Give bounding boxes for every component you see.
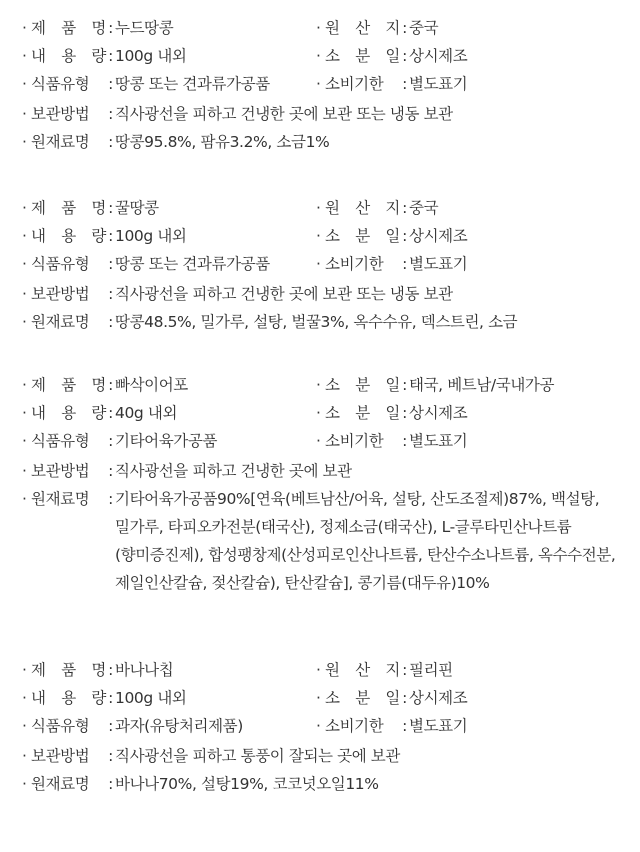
field-label: 소비기한 (325, 717, 384, 735)
storage-value: 직사광선을 피하고 건냉한 곳에 보관 또는 냉동 보관 (115, 285, 453, 303)
product-name-value: 꿀땅콩 (115, 199, 159, 217)
colon: : (108, 747, 113, 765)
bullet: · (316, 404, 321, 422)
food-type-value: 과자(유탕처리제품) (115, 717, 243, 735)
product-name-value: 바나나칩 (115, 661, 174, 679)
field-label: 내 용 량 (31, 47, 106, 65)
storage-value: 직사광선을 피하고 건냉한 곳에 보관 또는 냉동 보관 (115, 105, 453, 123)
colon: : (108, 255, 113, 273)
colon: : (402, 661, 407, 679)
weight-value: 100g 내외 (115, 47, 187, 65)
field-label: 소비기한 (325, 75, 384, 93)
info-row (22, 656, 632, 684)
product-name-value: 빠삭이어포 (115, 376, 188, 394)
colon: : (402, 717, 407, 735)
storage-value: 직사광선을 피하고 건냉한 곳에 보관 (115, 462, 352, 480)
colon: : (402, 404, 407, 422)
info-row (22, 770, 632, 798)
field-label: 원재료명 (31, 313, 90, 331)
info-row (22, 485, 632, 597)
field-label: 보관방법 (31, 747, 90, 765)
bullet: · (316, 689, 321, 707)
food-type-value: 땅콩 또는 견과류가공품 (115, 75, 270, 93)
expiry-value: 별도표기 (409, 255, 468, 273)
packing-date-value: 상시제조 (409, 404, 468, 422)
weight-value: 40g 내외 (115, 404, 178, 422)
colon: : (108, 75, 113, 93)
bullet: · (316, 255, 321, 273)
field-label: 소 분 일 (325, 376, 400, 394)
bullet: · (316, 717, 321, 735)
field-label: 제 품 명 (31, 376, 106, 394)
info-row (22, 70, 632, 98)
info-row (22, 371, 632, 399)
field-label: 원 산 지 (325, 661, 400, 679)
bullet: · (22, 747, 27, 765)
bullet: · (316, 661, 321, 679)
colon: : (108, 376, 113, 394)
bullet: · (22, 227, 27, 245)
field-label: 식품유형 (31, 255, 90, 273)
colon: : (108, 432, 113, 450)
field-label: 소비기한 (325, 432, 384, 450)
product-name-value: 누드땅콩 (115, 19, 174, 37)
colon: : (402, 689, 407, 707)
bullet: · (316, 199, 321, 217)
field-label: 원 산 지 (325, 199, 400, 217)
info-row (22, 742, 632, 770)
colon: : (108, 133, 113, 151)
colon: : (108, 285, 113, 303)
colon: : (402, 432, 407, 450)
field-label: 식품유형 (31, 432, 90, 450)
bullet: · (316, 376, 321, 394)
field-label: 제 품 명 (31, 199, 106, 217)
bullet: · (22, 47, 27, 65)
colon: : (108, 661, 113, 679)
colon: : (108, 404, 113, 422)
colon: : (108, 490, 113, 508)
bullet: · (316, 75, 321, 93)
field-label: 원재료명 (31, 775, 90, 793)
field-label: 제 품 명 (31, 661, 106, 679)
packing-date-value: 상시제조 (409, 689, 468, 707)
product-block (22, 656, 632, 798)
food-type-value: 기타어육가공품 (115, 432, 218, 450)
expiry-value: 별도표기 (409, 432, 468, 450)
food-type-value: 땅콩 또는 견과류가공품 (115, 255, 270, 273)
storage-value: 직사광선을 피하고 통풍이 잘되는 곳에 보관 (115, 747, 400, 765)
origin-value: 태국, 베트남/국내가공 (409, 376, 555, 394)
packing-date-value: 상시제조 (409, 47, 468, 65)
bullet: · (22, 689, 27, 707)
info-row (22, 14, 632, 42)
info-row (22, 100, 632, 128)
field-label: 식품유형 (31, 717, 90, 735)
product-block (22, 371, 632, 597)
field-label: 내 용 량 (31, 227, 106, 245)
colon: : (108, 462, 113, 480)
weight-value: 100g 내외 (115, 689, 187, 707)
colon: : (402, 227, 407, 245)
ingredients-value: 땅콩48.5%, 밀가루, 설탕, 벌꿀3%, 옥수수유, 덱스트린, 소금 (115, 313, 518, 331)
info-row (22, 684, 632, 712)
product-block (22, 194, 632, 336)
ingredients-value: 바나나70%, 설탕19%, 코코넛오일11% (115, 775, 379, 793)
colon: : (108, 689, 113, 707)
field-label: 소비기한 (325, 255, 384, 273)
product-block (22, 14, 632, 156)
bullet: · (22, 255, 27, 273)
field-label: 소 분 일 (325, 227, 400, 245)
origin-value: 필리핀 (409, 661, 453, 679)
bullet: · (22, 661, 27, 679)
bullet: · (316, 432, 321, 450)
colon: : (108, 313, 113, 331)
info-row (22, 250, 632, 278)
packing-date-value: 상시제조 (409, 227, 468, 245)
field-label: 보관방법 (31, 105, 90, 123)
field-label: 식품유형 (31, 75, 90, 93)
origin-value: 중국 (409, 19, 439, 37)
colon: : (108, 199, 113, 217)
field-label: 제 품 명 (31, 19, 106, 37)
info-row (22, 42, 632, 70)
field-label: 소 분 일 (325, 47, 400, 65)
colon: : (402, 75, 407, 93)
bullet: · (22, 313, 27, 331)
bullet: · (22, 105, 27, 123)
colon: : (402, 376, 407, 394)
info-row (22, 280, 632, 308)
field-label: 원재료명 (31, 490, 90, 508)
bullet: · (22, 285, 27, 303)
info-row (22, 457, 632, 485)
bullet: · (22, 133, 27, 151)
info-row (22, 399, 632, 427)
bullet: · (316, 19, 321, 37)
bullet: · (22, 19, 27, 37)
expiry-value: 별도표기 (409, 717, 468, 735)
bullet: · (316, 47, 321, 65)
bullet: · (22, 432, 27, 450)
colon: : (108, 775, 113, 793)
colon: : (108, 227, 113, 245)
bullet: · (22, 199, 27, 217)
bullet: · (22, 775, 27, 793)
origin-value: 중국 (409, 199, 439, 217)
bullet: · (22, 462, 27, 480)
field-label: 보관방법 (31, 285, 90, 303)
colon: : (108, 717, 113, 735)
info-row (22, 222, 632, 250)
info-row (22, 427, 632, 455)
field-label: 보관방법 (31, 462, 90, 480)
colon: : (402, 255, 407, 273)
field-label: 원 산 지 (325, 19, 400, 37)
bullet: · (22, 717, 27, 735)
info-row (22, 128, 632, 156)
field-label: 원재료명 (31, 133, 90, 151)
bullet: · (316, 227, 321, 245)
bullet: · (22, 75, 27, 93)
field-label: 내 용 량 (31, 689, 106, 707)
colon: : (402, 47, 407, 65)
ingredients-value: 기타어육가공품90%[연육(베트남산/어육, 설탕, 산도조절제)87%, 백설탕, 밀가루, 타피오카전분(태국산), 정제소금(태국산), L-글루타민산나트륨(향미증진제), 합성팽창제(산성피로인산나트륨, 탄산수소나트륨, 옥수수전분, 제일인산칼슘, 젖산칼슘), 탄산칼슘], 콩기름(대두유)10% (115, 490, 616, 592)
colon: : (108, 19, 113, 37)
colon: : (108, 47, 113, 65)
expiry-value: 별도표기 (409, 75, 468, 93)
bullet: · (22, 376, 27, 394)
field-label: 내 용 량 (31, 404, 106, 422)
colon: : (108, 105, 113, 123)
bullet: · (22, 490, 27, 508)
colon: : (402, 19, 407, 37)
bullet: · (22, 404, 27, 422)
weight-value: 100g 내외 (115, 227, 187, 245)
info-row (22, 194, 632, 222)
info-row (22, 712, 632, 740)
field-label: 소 분 일 (325, 689, 400, 707)
colon: : (402, 199, 407, 217)
info-row (22, 308, 632, 336)
ingredients-value: 땅콩95.8%, 팜유3.2%, 소금1% (115, 133, 330, 151)
field-label: 소 분 일 (325, 404, 400, 422)
